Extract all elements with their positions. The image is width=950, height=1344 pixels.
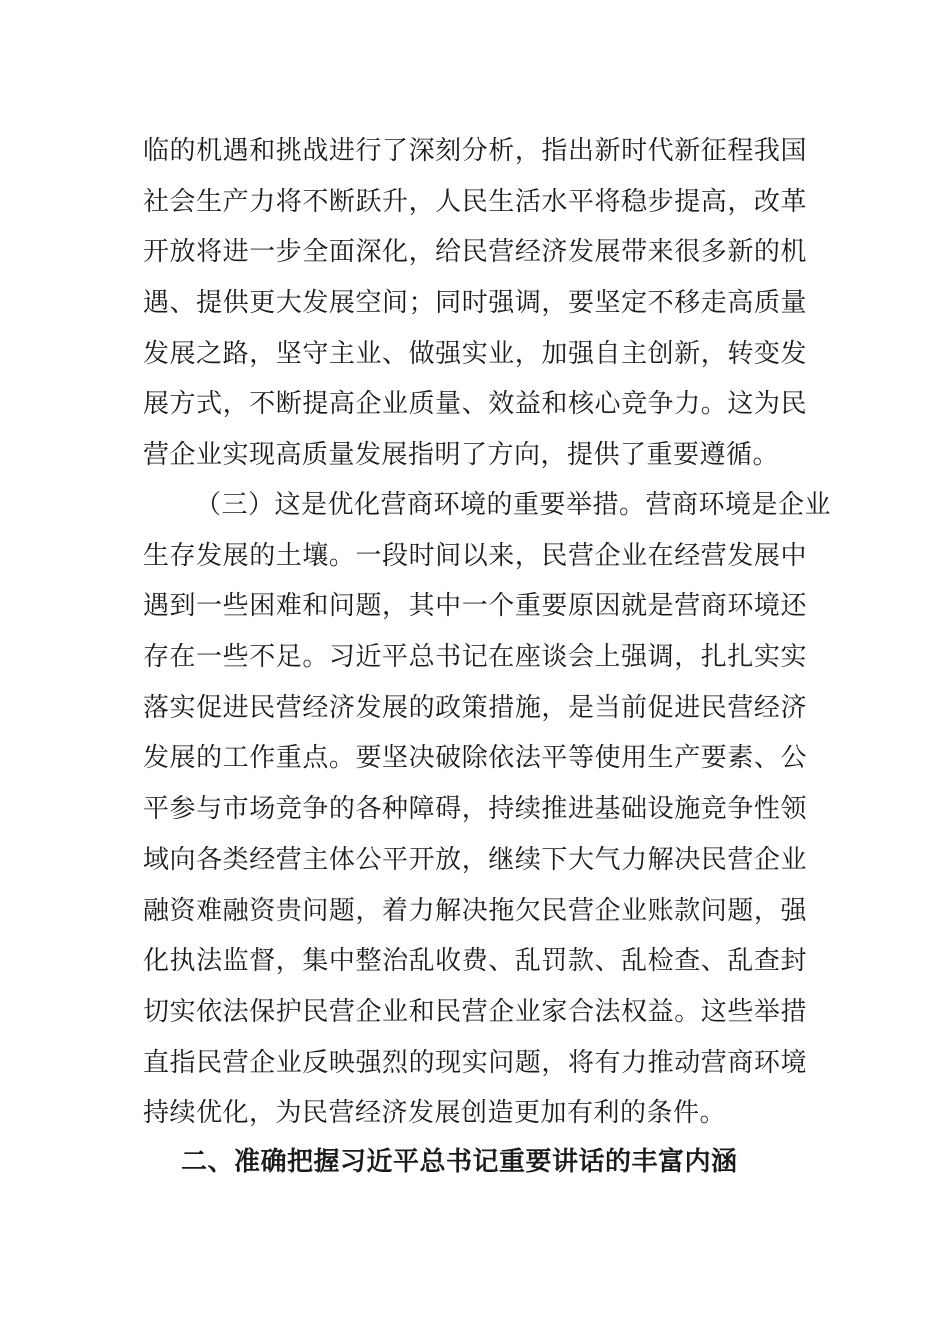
paragraph-line: 融资难融资贵问题，着力解决拖欠民营企业账款问题，强 [143,895,807,926]
paragraph-line: 发展之路，坚守主业、做强实业，加强自主创新，转变发 [143,338,807,369]
paragraph-line: 发展的工作重点。要坚决破除依法平等使用生产要素、公 [143,743,807,774]
paragraph-line: 营企业实现高质量发展指明了方向，提供了重要遵循。 [143,440,780,471]
paragraph-line: 存在一些不足。习近平总书记在座谈会上强调，扎扎实实 [143,642,807,673]
paragraph-line: 域向各类经营主体公平开放，继续下大气力解决民营企业 [143,844,807,875]
paragraph-line: 直指民营企业反映强烈的现实问题，将有力推动营商环境 [143,1047,807,1078]
paragraph-line: 遇到一些困难和问题，其中一个重要原因就是营商环境还 [143,591,807,622]
paragraph-opportunities [143,126,807,481]
paragraph-line: 落实促进民营经济发展的政策措施，是当前促进民营经济 [143,692,807,723]
paragraph-line: 化执法监督，集中整治乱收费、乱罚款、乱检查、乱查封 [143,946,807,977]
paragraph-line: 平参与市场竞争的各种障碍，持续推进基础设施竞争性领 [143,794,807,825]
paragraph-line: （三）这是优化营商环境的重要举措。营商环境是企业 [195,490,832,520]
paragraph-business-environment [143,480,832,1139]
paragraph-line: 展方式，不断提高企业质量、效益和核心竞争力。这为民 [143,389,807,420]
paragraph-line: 社会生产力将不断跃升，人民生活水平将稳步提高，改革 [143,186,807,217]
section-heading: 二、准确把握习近平总书记重要讲话的丰富内涵 [181,1147,738,1177]
paragraph-line: 切实依法保护民营企业和民营企业家合法权益。这些举措 [143,996,807,1027]
paragraph-line: 生存发展的土壤。一段时间以来，民营企业在经营发展中 [143,540,807,571]
paragraph-line: 临的机遇和挑战进行了深刻分析，指出新时代新征程我国 [143,136,807,166]
paragraph-line: 遇、提供更大发展空间；同时强调，要坚定不移走高质量 [143,288,807,319]
paragraph-line: 开放将进一步全面深化，给民营经济发展带来很多新的机 [143,237,807,268]
paragraph-line: 持续优化，为民营经济发展创造更加有利的条件。 [143,1098,727,1129]
